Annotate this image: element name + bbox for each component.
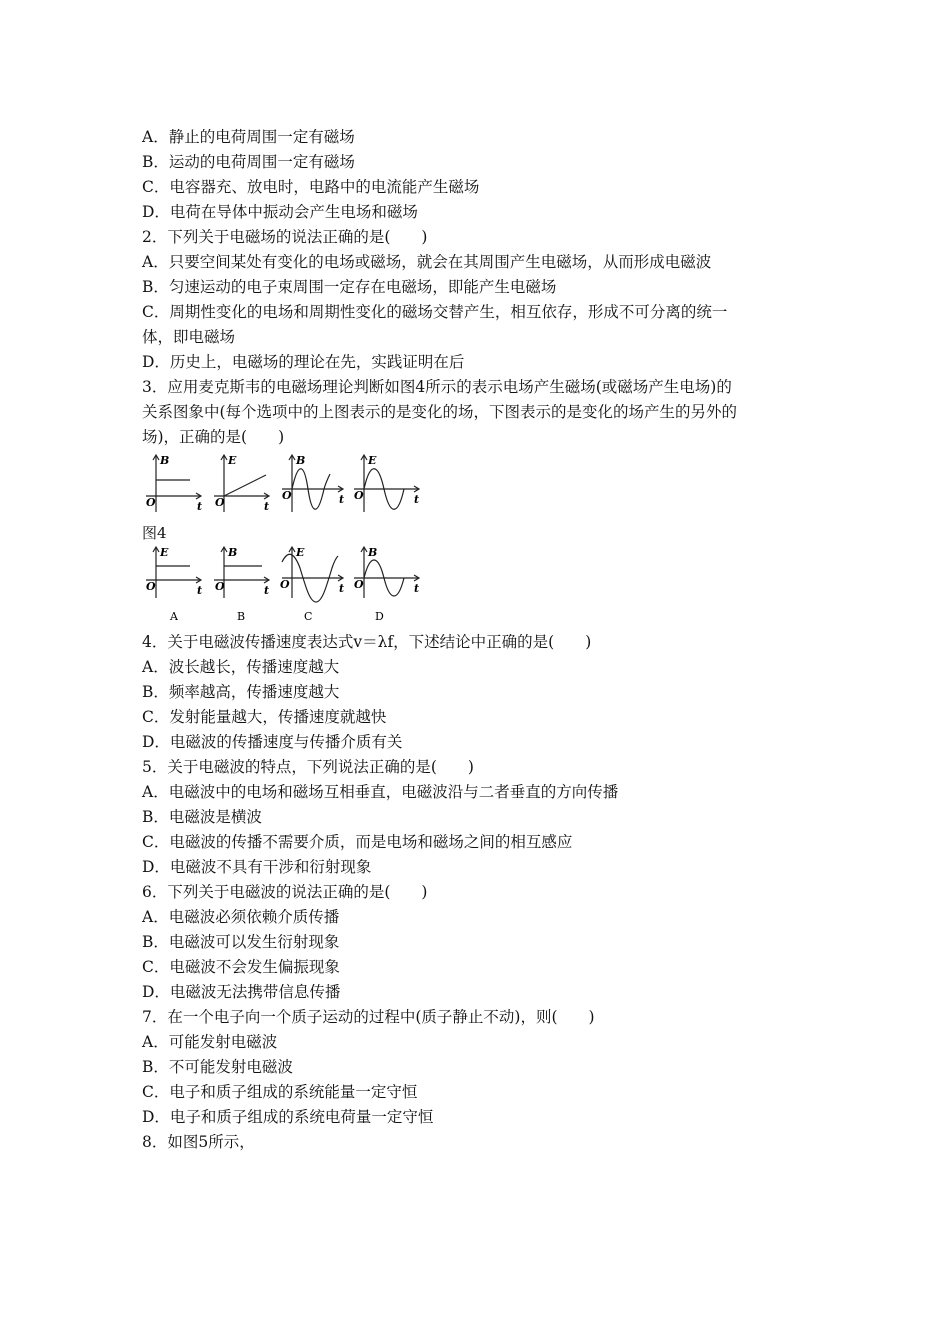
figure-top-graphs [142,452,432,520]
graph-xlabel: t [197,584,203,597]
graph-ylabel: E [296,546,305,559]
text-line: D．历史上，电磁场的理论在先，实践证明在后 [142,353,465,371]
graph-xlabel: t [339,493,345,506]
text-line: A．可能发射电磁波 [142,1033,278,1051]
text-line: A．静止的电荷周围一定有磁场 [142,128,355,146]
text-line: C．周期性变化的电场和周期性变化的磁场交替产生，相互依存，形成不可分离的统一 [142,303,728,321]
figure-bottom-row [142,544,802,626]
graph-ylabel: E [368,454,377,467]
text-line: A．电磁波中的电场和磁场互相垂直，电磁波沿与二者垂直的方向传播 [142,783,619,801]
text-line: 体，即电磁场 [142,328,236,346]
question-6: 6．下列关于电磁波的说法正确的是( ) [142,883,428,901]
graph-origin: O [354,489,364,502]
text-line: D．电磁波不具有干涉和衍射现象 [142,858,372,876]
graph-xlabel: t [197,500,203,513]
text-line: C．电磁波不会发生偏振现象 [142,958,340,976]
graph-xlabel: t [414,493,420,506]
question-4: 4．关于电磁波传播速度表达式v＝λf，下述结论中正确的是( ) [142,633,592,651]
question-2: 2．下列关于电磁场的说法正确的是( ) [142,228,428,246]
text-line: B．匀速运动的电子束周围一定存在电磁场，即能产生电磁场 [142,278,557,296]
graph-ylabel: B [368,546,378,559]
text-line: D．电荷在导体中振动会产生电场和磁场 [142,203,418,221]
question-3: 3．应用麦克斯韦的电磁场理论判断如图4所示的表示电场产生磁场(或磁场产生电场)的 [142,378,732,396]
graph-xlabel: t [414,582,420,595]
figure-caption: 图4 [142,524,167,542]
figure-top-row [142,452,802,522]
graph-origin: O [215,496,225,509]
text-line: B．频率越高，传播速度越大 [142,683,340,701]
graph-origin: O [282,489,292,502]
text-line: C．电子和质子组成的系统能量一定守恒 [142,1083,418,1101]
question-7: 7．在一个电子向一个质子运动的过程中(质子静止不动)，则( ) [142,1008,595,1026]
text-line: B．电磁波是横波 [142,808,262,826]
text-block-bottom [142,630,802,1155]
text-line: B．运动的电荷周围一定有磁场 [142,153,355,171]
graph-ylabel: E [160,546,169,559]
text-line: D．电磁波的传播速度与传播介质有关 [142,733,403,751]
option-label: D [375,610,384,623]
text-line: 场)，正确的是( ) [142,428,285,446]
text-block-top [142,125,802,450]
question-5: 5．关于电磁波的特点，下列说法正确的是( ) [142,758,474,776]
option-label: A [170,610,178,623]
text-line: A．只要空间某处有变化的电场或磁场，就会在其周围产生电磁场，从而形成电磁波 [142,253,712,271]
option-label: C [304,610,313,623]
graph-origin: O [354,578,364,591]
text-line: D．电磁波无法携带信息传播 [142,983,341,1001]
option-label: B [237,610,246,623]
document-page [142,125,802,1155]
graph-ylabel: E [228,454,237,467]
graph-origin: O [215,580,225,593]
graph-ylabel: B [296,454,306,467]
graph-curve [224,475,266,496]
text-line: 关系图象中(每个选项中的上图表示的是变化的场，下图表示的是变化的场产生的另外的 [142,403,738,421]
graph-origin: O [146,496,156,509]
graph-ylabel: B [160,454,170,467]
text-line: B．不可能发射电磁波 [142,1058,293,1076]
graph-xlabel: t [264,584,270,597]
figure-bottom-graphs [142,544,432,624]
text-line: D．电子和质子组成的系统电荷量一定守恒 [142,1108,434,1126]
text-line: B．电磁波可以发生衍射现象 [142,933,340,951]
graph-origin: O [280,578,290,591]
graph-xlabel: t [339,582,345,595]
graph-origin: O [146,580,156,593]
question-8: 8．如图5所示， [142,1133,255,1151]
text-line: C．电容器充、放电时，电路中的电流能产生磁场 [142,178,480,196]
graph-xlabel: t [264,500,270,513]
graph-ylabel: B [228,546,238,559]
text-line: A．波长越长，传播速度越大 [142,658,340,676]
text-line: A．电磁波必须依赖介质传播 [142,908,340,926]
text-line: C．发射能量越大，传播速度就越快 [142,708,387,726]
text-line: C．电磁波的传播不需要介质，而是电场和磁场之间的相互感应 [142,833,573,851]
